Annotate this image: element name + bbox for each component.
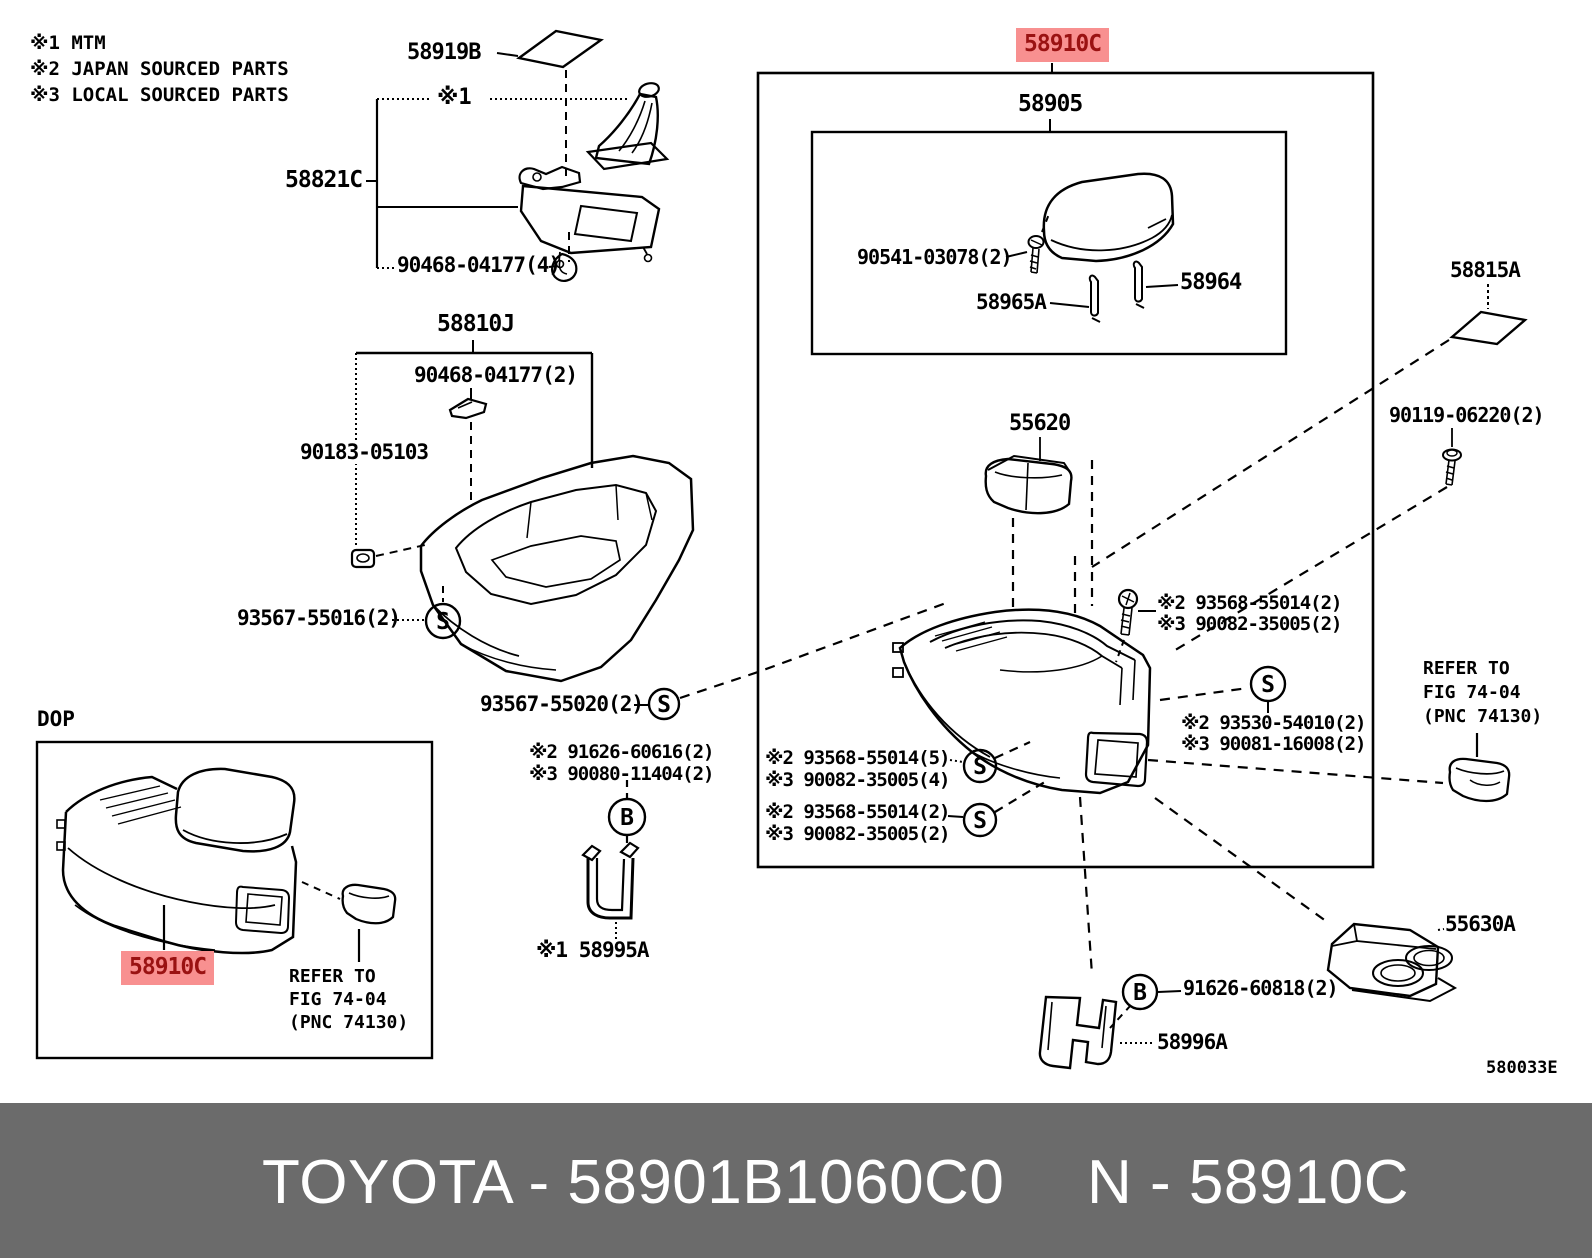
refer-note-right-line1: REFER TO [1423, 658, 1510, 679]
cupholder-55630A-drawing [1155, 798, 1455, 1001]
callout-58964: 58964 [1180, 270, 1242, 295]
callout-58905: 58905 [1018, 91, 1083, 117]
callout-s-mid2 [765, 801, 950, 845]
callout-58996A: 58996A [1157, 1030, 1227, 1054]
s-letter: S [973, 808, 987, 834]
callout-b-mid-line1: ※2 91626-60616(2) [529, 741, 714, 763]
s-letter: S [1261, 672, 1275, 698]
refer-note-dop-line3: (PNC 74130) [289, 1012, 409, 1033]
callout-90119-06220: 90119-06220(2) [1389, 403, 1544, 427]
footer-pnc: N - 58910C [1087, 1148, 1410, 1217]
refer-note-right-line3: (PNC 74130) [1423, 706, 1543, 727]
callout-b-mid-line2: ※3 90080-11404(2) [529, 763, 714, 785]
b-letter: B [1133, 980, 1147, 1006]
tray-55620-drawing [986, 437, 1092, 614]
bracket-58995A-drawing [583, 843, 638, 940]
callout-58919B: 58919B [407, 40, 481, 65]
callout-s-mid-line1: ※2 93568-55014(5) [765, 747, 950, 769]
s-marker-mid-2 [948, 780, 1048, 836]
callout-93567-55016: 93567-55016(2) [237, 606, 401, 630]
s-marker-mid-1 [950, 742, 1030, 782]
callout-s-mid2-line2: ※3 90082-35005(2) [765, 823, 950, 845]
shift-boot-drawing [588, 81, 667, 169]
callout-90468-04177-4: 90468-04177(4) [397, 253, 561, 277]
diagram-code: 580033E [1486, 1058, 1558, 1078]
footer-brand-part-number: TOYOTA - 58901B1060C0 [262, 1148, 1005, 1217]
armrest-lid-58905-drawing [1044, 174, 1173, 261]
highlighted-part-58910C-top[interactable]: 58910C [1016, 28, 1109, 62]
legend-line-2: ※2 JAPAN SOURCED PARTS [30, 58, 289, 80]
callout-55620: 55620 [1009, 411, 1071, 436]
callout-91626-60818: 91626-60818(2) [1183, 976, 1338, 1000]
callout-93567-55020: 93567-55020(2) [480, 692, 644, 716]
refer-note-dop-line2: FIG 74-04 [289, 989, 387, 1010]
console-58810J-drawing [421, 456, 693, 681]
pad-58919B-drawing [497, 31, 601, 262]
pin-58964-drawing [1134, 262, 1178, 308]
callout-screw-right [1157, 593, 1342, 635]
refer-note-right [1423, 657, 1542, 729]
s-letter: S [973, 754, 987, 780]
grommet-90183-drawing [352, 545, 425, 567]
b-letter: B [620, 805, 634, 831]
s-marker-right [1160, 667, 1285, 713]
callout-s-mid [765, 747, 950, 791]
callout-s-right-line1: ※2 93530-54010(2) [1181, 712, 1366, 734]
refer-note-dop [289, 965, 408, 1034]
s-marker-93567-55020 [634, 603, 946, 719]
callout-s-mid-line2: ※3 90082-35005(4) [765, 769, 950, 791]
highlighted-part-58910C-bottom[interactable]: 58910C [121, 951, 214, 985]
callout-b-mid [529, 741, 714, 785]
callout-s-right-line2: ※3 90081-16008(2) [1181, 733, 1366, 755]
callout-screw-right-line2: ※3 90082-35005(2) [1157, 613, 1342, 635]
console-to-bracket-line [1080, 797, 1092, 975]
callout-90183-05103: 90183-05103 [297, 441, 431, 464]
callout-58821C: 58821C [285, 167, 363, 193]
footer-bar [0, 1103, 1592, 1258]
callout-s-mid2-line1: ※2 93568-55014(2) [765, 801, 950, 823]
dop-label: DOP [37, 707, 75, 731]
ashtray-dop-drawing [302, 882, 395, 962]
s-letter: S [436, 609, 450, 635]
callout-90468-04177-2: 90468-04177(2) [414, 363, 578, 387]
screw-90541-drawing [1006, 214, 1049, 273]
callout-58810J: 58810J [437, 311, 515, 337]
callout-58815A: 58815A [1450, 258, 1520, 282]
clip-90468-04177-2-drawing [450, 399, 486, 418]
b-marker-mid [609, 780, 645, 846]
note1-bracket-lines [366, 99, 627, 268]
callout-90541-03078: 90541-03078(2) [857, 245, 1012, 269]
pin-58965A-drawing [1050, 276, 1100, 322]
callout-58965A: 58965A [976, 290, 1046, 314]
sub-assembly-box-58905 [812, 119, 1286, 354]
legend-line-3: ※3 LOCAL SOURCED PARTS [30, 84, 289, 106]
callout-screw-right-line1: ※2 93568-55014(2) [1157, 592, 1342, 614]
s-marker-93567-55016 [392, 586, 460, 638]
legend-line-1: ※1 MTM [30, 32, 106, 54]
console-dop-drawing [57, 769, 296, 953]
callout-58995A: ※1 58995A [536, 938, 649, 962]
b-marker-bottom [1110, 975, 1181, 1028]
callout-s-right [1181, 713, 1366, 755]
s-letter: S [657, 692, 671, 718]
refer-note-right-line2: FIG 74-04 [1423, 682, 1521, 703]
callout-55630A: 55630A [1445, 912, 1515, 936]
callout-note1: ※1 [437, 85, 472, 110]
refer-note-dop-line1: REFER TO [289, 966, 376, 987]
